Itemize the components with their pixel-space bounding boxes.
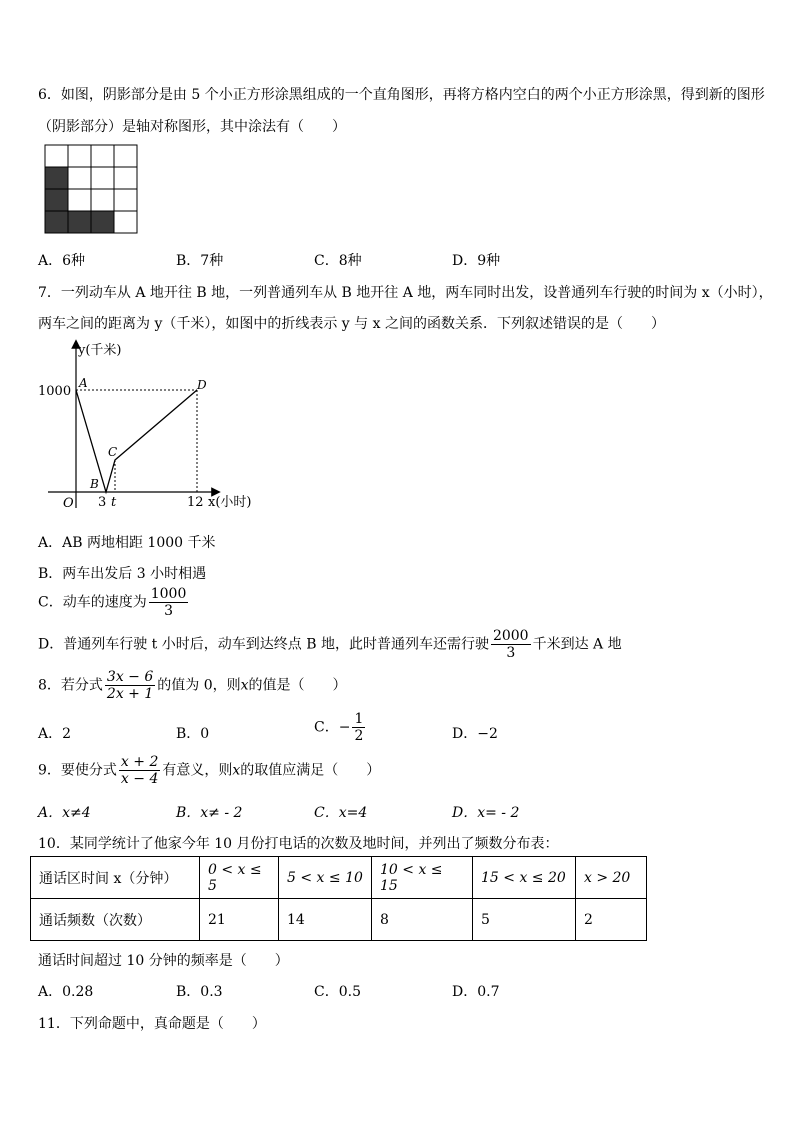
q11-stem: 11．下列命题中，真命题是（ ） [38,1016,266,1032]
grid-cell-shaded [45,189,68,211]
q7-option-c[interactable] [38,586,190,619]
q7-option-d[interactable] [38,628,622,661]
table-cell: 21 [200,899,279,941]
table-cell: 通话区时间 x（分钟） [31,857,200,899]
frequency-table [30,856,647,941]
fraction: $\frac{3x - 6}{2x + 1}$ [106,669,154,703]
table-row [31,899,647,941]
q10-option-a[interactable]: A．0.28 [38,984,94,1000]
x-tick-t: t [111,495,117,510]
q9-option-b[interactable]: B．x≠ - 2 [176,805,243,821]
y-tick-1000: 1000 [38,384,72,399]
fraction: $\frac{1000}{3}$ [150,586,187,620]
grid-cell-blank [114,145,137,167]
q7-option-d-tail: 千米到达 A 地 [532,636,622,653]
grid-cell-shaded [91,211,114,233]
table-cell: x > 20 [576,857,647,899]
q6-option-a[interactable]: A．6种 [38,253,86,269]
q7-option-a[interactable]: A．AB 两地相距 1000 千米 [38,535,216,551]
q8-option-c[interactable]: C．− $\frac{1}{2}$ [314,711,364,745]
grid-cell-blank [114,189,137,211]
q6-grid-figure [44,144,138,234]
table-cell: 5 [473,899,576,941]
q6-option-d[interactable]: D．9种 [452,253,501,269]
grid-cell-blank [114,167,137,189]
q6-stem-line2: （阴影部分）是轴对称图形，其中涂法有（ ） [38,119,346,135]
q8-option-d[interactable]: D．−2 [452,726,498,742]
q9-stem: 9．要使分式 $\frac{x + 2}{x - 4}$ 有意义，则x的取值应满足（ ） [38,754,381,788]
grid-cell-blank [91,167,114,189]
table-cell: 10 < x ≤ 15 [372,857,473,899]
q9-option-c[interactable]: C．x=4 [314,805,368,821]
x-tick-12: 12 [187,495,204,510]
point-a-label: A [79,376,88,390]
grid-cell-blank [68,167,91,189]
grid-cell-blank [68,189,91,211]
table-cell: 通话频数（次数） [31,899,200,941]
grid-cell-shaded [68,211,91,233]
q7-option-d-text: D．普通列车行驶 t 小时后，动车到达终点 B 地，此时普通列车还需行驶 [38,636,489,653]
q6-option-c[interactable]: C．8种 [314,253,362,269]
q9-option-d[interactable]: D．x= - 2 [452,805,520,821]
table-cell: 0 < x ≤ 5 [200,857,279,899]
q7-stem-line2: 两车之间的距离为 y（千米），如图中的折线表示 y 与 x 之间的函数关系．下列叙述错误的是（ ） [38,316,665,332]
q7-function-graph [36,338,266,518]
fraction: $\frac{x + 2}{x - 4}$ [120,754,159,788]
q9-option-a[interactable]: A．x≠4 [38,805,91,821]
q6-option-b[interactable]: B．7种 [176,253,224,269]
grid-cell-shaded [45,167,68,189]
q10-option-d[interactable]: D．0.7 [452,984,500,1000]
table-row [31,857,647,899]
q6-stem-line1: 6．如图，阴影部分是由 5 个小正方形涂黑组成的一个直角图形，再将方格内空白的两个小正方形涂黑，得到新的图形 [38,87,765,103]
grid-cell-shaded [45,211,68,233]
origin-label: O [63,496,74,511]
grid-cell-blank [68,145,91,167]
table-cell: 2 [576,899,647,941]
x-axis-label: x(小时) [208,495,252,510]
q8-option-a[interactable]: A．2 [38,726,72,742]
point-c-label: C [108,445,118,459]
q7-option-b[interactable]: B．两车出发后 3 小时相遇 [38,566,207,582]
x-tick-3: 3 [98,495,107,510]
q7-option-c-text: C．动车的速度为 [38,594,147,611]
grid-cell-blank [45,145,68,167]
point-b-label: B [90,477,99,491]
q10-option-c[interactable]: C．0.5 [314,984,361,1000]
q8-stem: 8．若分式 $\frac{3x - 6}{2x + 1}$ 的值为 0，则x的值是（ ） [38,669,347,703]
q8-option-b[interactable]: B．0 [176,726,210,742]
q7-stem-line1: 7．一列动车从 A 地开往 B 地，一列普通列车从 B 地开往 A 地，两车同时出发，设普通列车行驶的时间为 x（小时）， [38,285,773,301]
grid-cell-blank [114,211,137,233]
table-cell: 14 [279,899,372,941]
point-d-label: D [197,378,207,392]
fraction: $\frac{2000}{3}$ [492,628,529,662]
y-axis-label: y(千米) [78,343,122,358]
q10-question: 通话时间超过 10 分钟的频率是（ ） [38,953,289,969]
q10-stem: 10．某同学统计了他家今年 10 月份打电话的次数及地时间，并列出了频数分布表： [38,836,559,852]
grid-cell-blank [91,189,114,211]
q10-option-b[interactable]: B．0.3 [176,984,223,1000]
table-cell: 15 < x ≤ 20 [473,857,576,899]
grid-cell-blank [91,145,114,167]
table-cell: 8 [372,899,473,941]
table-cell: 5 < x ≤ 10 [279,857,372,899]
